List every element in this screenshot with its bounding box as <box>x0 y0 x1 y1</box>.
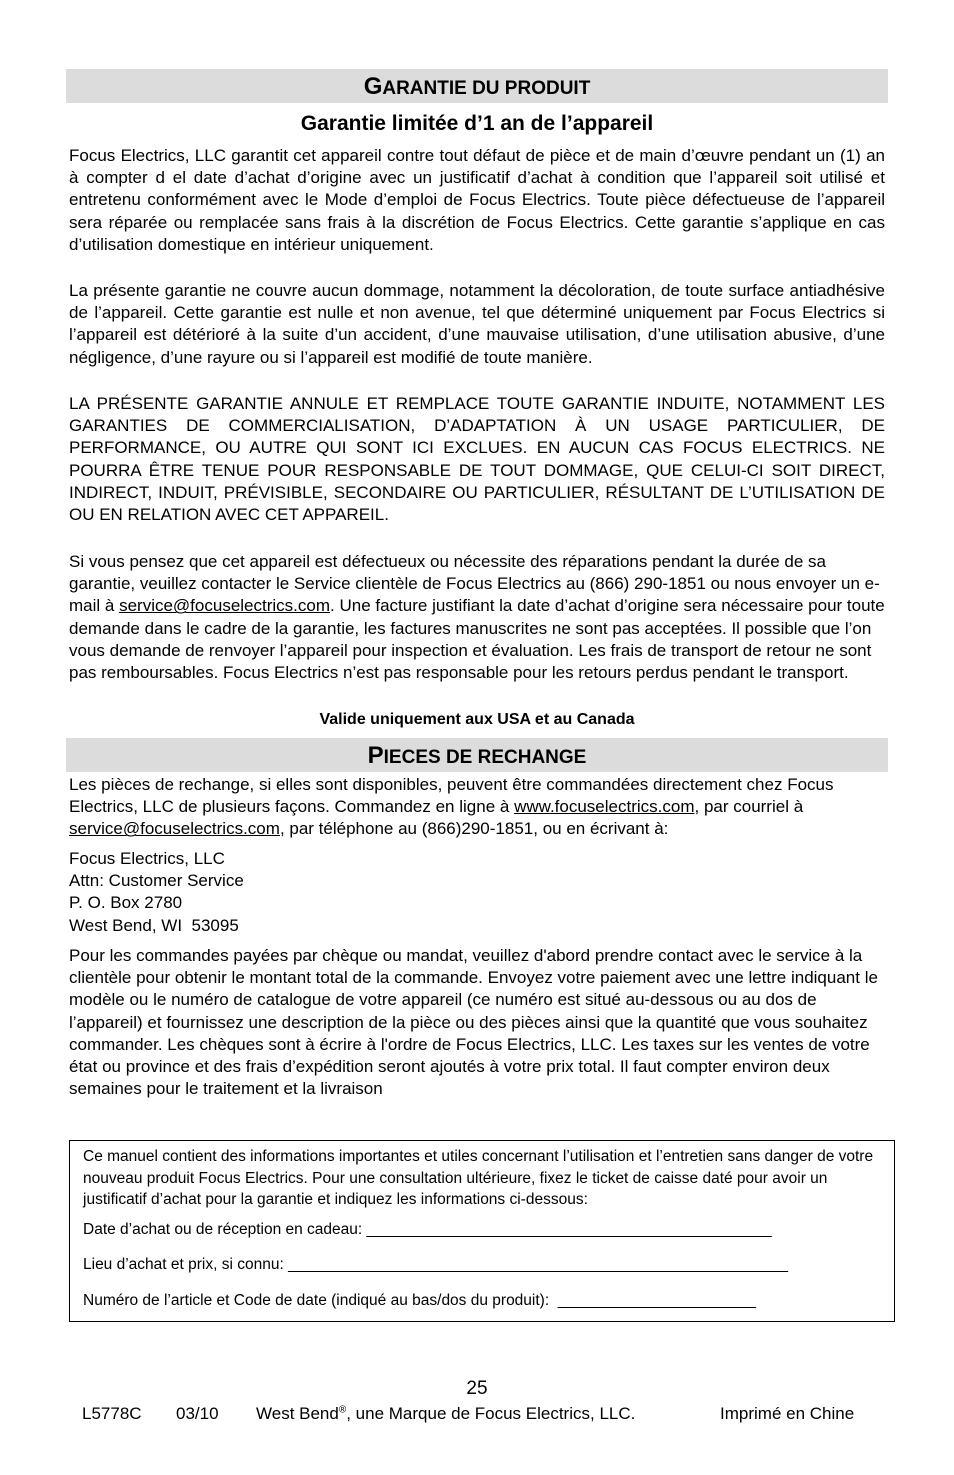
paragraph-text: , par courriel à <box>694 797 804 817</box>
purchase-place-field: Lieu d’achat et prix, si connu: __________________________________________________________ <box>83 1256 789 1273</box>
warranty-subtitle: Garantie limitée d’1 an de l’appareil <box>300 112 654 135</box>
heading-text: ARANTIE DU PRODUIT <box>382 78 591 99</box>
warranty-section-heading <box>66 69 888 103</box>
brand-name: West Bend <box>256 1404 339 1423</box>
heading-initial: G <box>363 73 383 100</box>
validity-note: Valide uniquement aux USA et au Canada <box>319 711 635 728</box>
warranty-paragraph-1: Focus Electrics, LLC garantit cet appareil contre tout défaut de pièce et de main d’œuvre pendant un (1) an à compter d el date d’achat d’origine avec un justificatif d’achat à condition que l’appareil soit utilisé et entretenu conformément avec le Mode d’emploi de Focus Electrics. Toute pièce défectueuse de l’appareil sera réparée ou remplacée sans frais à la discrétion de Focus Electrics. Cette garantie s’applique en cas d’utilisation domestique en intérieur uniquement. <box>69 146 885 254</box>
heading-initial: P <box>367 742 384 769</box>
page-number: 25 <box>466 1378 488 1399</box>
warranty-paragraph-4 <box>69 551 885 684</box>
paragraph-text: Les pièces de rechange, si elles sont disponibles, peuvent être commandées directement chez Focus Electrics, LLC de plusieurs façons. Commandez en ligne à <box>69 775 834 817</box>
warranty-paragraph-3: LA PRÉSENTE GARANTIE ANNULE ET REMPLACE TOUTE GARANTIE INDUITE, NOTAMMENT LES GARANTIES DE COMMERCIALISATION, D’ADAPTATION À UN USAGE PARTICULIER, DE PERFORMANCE, OU AUTRE QUI SONT ICI EXCLUES. EN AUCUN CAS FOCUS ELECTRICS. NE POURRA ÊTRE TENUE POUR RESPONSABLE DE TOUT DOMMAGE, QUE CELUI-CI SOIT DIRECT, INDIRECT, INDUIT, PRÉVISIBLE, SECONDAIRE OU PARTICULIER, RÉSULTANT DE L’UTILISATION DE OU EN RELATION AVEC CET APPAREIL. <box>69 394 885 525</box>
purchase-record-box <box>69 1140 895 1322</box>
heading-text: IECES DE RECHANGE <box>383 747 587 768</box>
paragraph-text: , par téléphone au (866)290-1851, ou en écrivant à: <box>279 819 669 839</box>
purchase-date-field: Date d’achat ou de réception en cadeau: _______________________________________________ <box>83 1221 772 1238</box>
parts-email-link[interactable]: service@focuselectrics.com <box>69 819 280 839</box>
warranty-paragraph-2: La présente garantie ne couvre aucun dommage, notamment la décoloration, de toute surface antiadhésive de l’appareil. Cette garantie est nulle et non avenue, tel que déterminé uniquement par Focus Electrics si l’appareil est détérioré à la suite d’un accident, d’une mauvaise utilisation, d’une utilisation abusive, d’une négligence, d’une rayure ou si l’appareil est modifié de toute manière. <box>69 281 885 367</box>
service-email-link[interactable]: service@focuselectrics.com <box>119 596 331 616</box>
address-line: P. O. Box 2780 <box>69 893 183 913</box>
mailing-address <box>69 848 244 937</box>
address-line: Attn: Customer Service <box>69 871 244 891</box>
paragraph-text: . Une facture justifiant la date d’achat d’origine sera nécessaire pour toute demande dans le cadre de la garantie, les factures manuscrites ne sont pas acceptées. Il possible que l’on vous demande de renvoyer l’appareil pour inspection et évaluation. Les frais de transport de retour ne sont pas remboursables. Focus Electrics n’est pas responsable pour les retours perdus pendant le transport. <box>69 596 885 683</box>
parts-paragraph-1 <box>69 774 885 841</box>
website-link[interactable]: www.focuselectrics.com <box>514 797 695 817</box>
brand-text: , une Marque de Focus Electrics, LLC. <box>346 1404 636 1423</box>
address-line: West Bend, WI 53095 <box>69 915 239 935</box>
footer-printed: Imprimé en Chine <box>720 1404 855 1423</box>
parts-section-heading <box>66 738 888 772</box>
item-number-field: Numéro de l’article et Code de date (indiqué au bas/dos du produit): _______________________ <box>83 1292 757 1309</box>
address-line: Focus Electrics, LLC <box>69 849 225 868</box>
record-intro: Ce manuel contient des informations importantes et utiles concernant l’utilisation et l’entretien sans danger de votre nouveau produit Focus Electrics. Pour une consultation ultérieure, fixez le ticket de caisse daté pour avoir un justificatif d’achat pour la garantie et indiquez les informations ci-dessous: <box>83 1148 874 1208</box>
footer-brand <box>256 1404 635 1424</box>
registered-mark: ® <box>338 1404 347 1416</box>
paragraph-text: Si vous pensez que cet appareil est défectueux ou nécessite des réparations pendant la durée de sa garantie, veuillez contacter le Service clientèle de Focus Electrics au (866) 290-1851 ou nous envoyer un e-mail à <box>69 552 880 616</box>
footer-code: L5778C <box>82 1404 142 1423</box>
parts-paragraph-2: Pour les commandes payées par chèque ou mandat, veuillez d'abord prendre contact avec le service à la clientèle pour obtenir le montant total de la commande. Envoyez votre paiement avec une lettre indiquant le modèle ou le numéro de catalogue de votre appareil (ce numéro est situé au-dessous ou au dos de l’appareil) et fournissez une description de la pièce ou des pièces ainsi que la quantité que vous souhaitez commander. Les chèques sont à écrire à l'ordre de Focus Electrics, LLC. Les taxes sur les ventes de votre état ou province et des frais d’expédition seront ajoutés à votre prix total. Il faut compter environ deux semaines pour le traitement et la livraison <box>69 946 878 1099</box>
footer-date: 03/10 <box>176 1404 219 1423</box>
